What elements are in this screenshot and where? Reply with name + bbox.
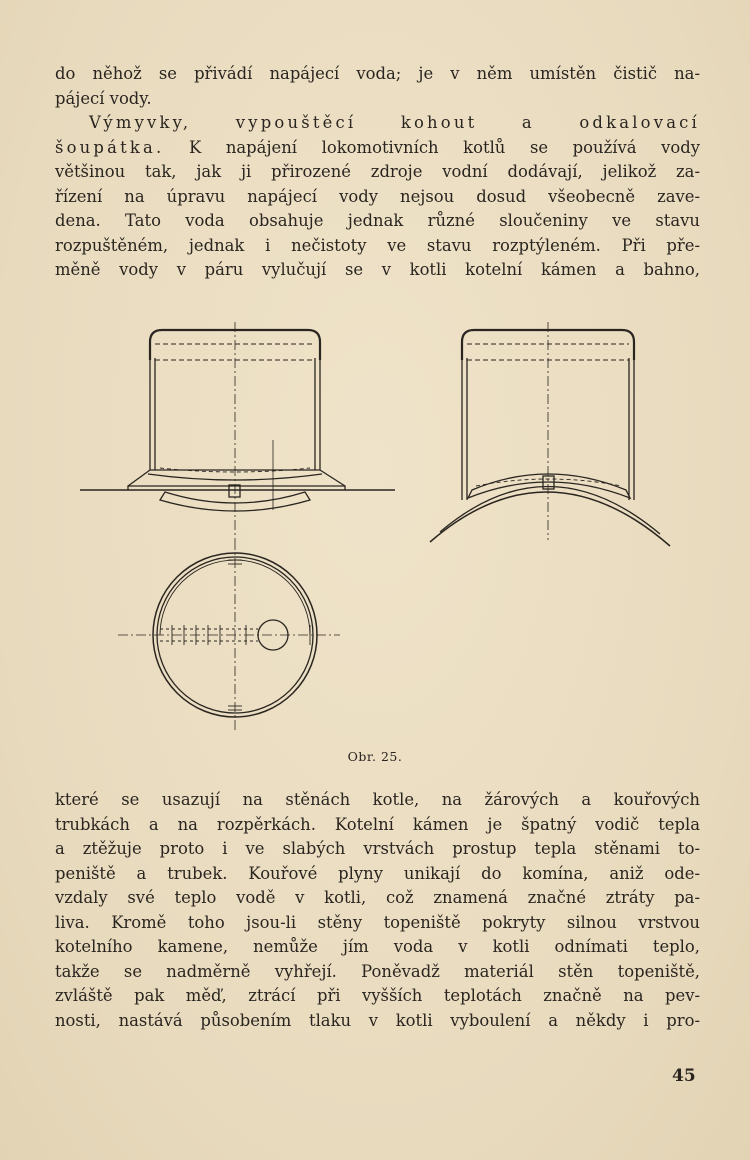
text-line: vzdaly své teplo vodě v kotli, což znamená značné ztráty pa-	[55, 888, 700, 907]
washout-plug-elevation-flat	[80, 322, 395, 540]
text-line-rest: K napájení lokomotivních kotlů se používá vody	[164, 137, 700, 157]
text-line: rozpuštěném, jednak i nečistoty ve stavu rozptýleném. Při pře-	[55, 235, 700, 255]
text-line: kotelního kamene, nemůže jím voda v kotli odnímati teplo,	[55, 937, 700, 956]
text-line: a ztěžuje proto i ve slabých vrstvách prostup tepla stěnami to-	[55, 839, 700, 858]
page-number: 45	[672, 1066, 696, 1086]
text-line: takže se nadměrně vyhřejí. Poněvadž materiál stěn topeniště,	[55, 961, 700, 981]
text-line: liva. Kromě toho jsou-li stěny topeniště pokryty silnou vrstvou	[55, 912, 700, 932]
text-line: do něhož se přivádí napájecí voda; je v něm umístěn čistič na-	[55, 64, 700, 83]
text-line: většinou tak, jak ji přirozené zdroje vodní dodávají, jelikož za-	[55, 162, 700, 181]
text-line: nosti, nastává působením tlaku v kotli vyboulení a někdy i pro-	[55, 1010, 700, 1030]
text-line: řízení na úpravu napájecí vody nejsou dosud všeobecně zave-	[55, 186, 700, 206]
text-line: dena. Tato voda obsahuje jednak různé sloučeniny ve stavu	[55, 211, 700, 230]
text-line: které se usazují na stěnách kotle, na žárových a kouřových	[55, 790, 700, 809]
figure-caption: Obr. 25.	[347, 749, 403, 764]
text-line: trubkách a na rozpěrkách. Kotelní kámen je špatný vodič tepla	[55, 814, 700, 834]
washout-plug-plan	[118, 540, 340, 730]
text-line: měně vody v páru vylučují se v kotli kotelní kámen a bahno,	[55, 260, 700, 279]
paragraph-bottom	[55, 788, 700, 1033]
washout-plug-elevation-curved	[430, 322, 670, 546]
section-heading: Výmyvky, vypouštěcí kohout a odkalovací	[89, 113, 700, 132]
text-line: peniště a trubek. Kouřové plyny unikají do komína, aniž ode-	[55, 863, 700, 883]
text-line-with-heading	[55, 136, 700, 161]
text-line: zvláště pak měď, ztrácí při vyšších teplotách značně na pev-	[55, 986, 700, 1005]
figure-drawing	[0, 300, 750, 780]
paragraph-top	[55, 62, 700, 283]
section-heading-cont: šoupátka.	[55, 137, 165, 157]
text-line: pájecí vody.	[55, 88, 152, 108]
